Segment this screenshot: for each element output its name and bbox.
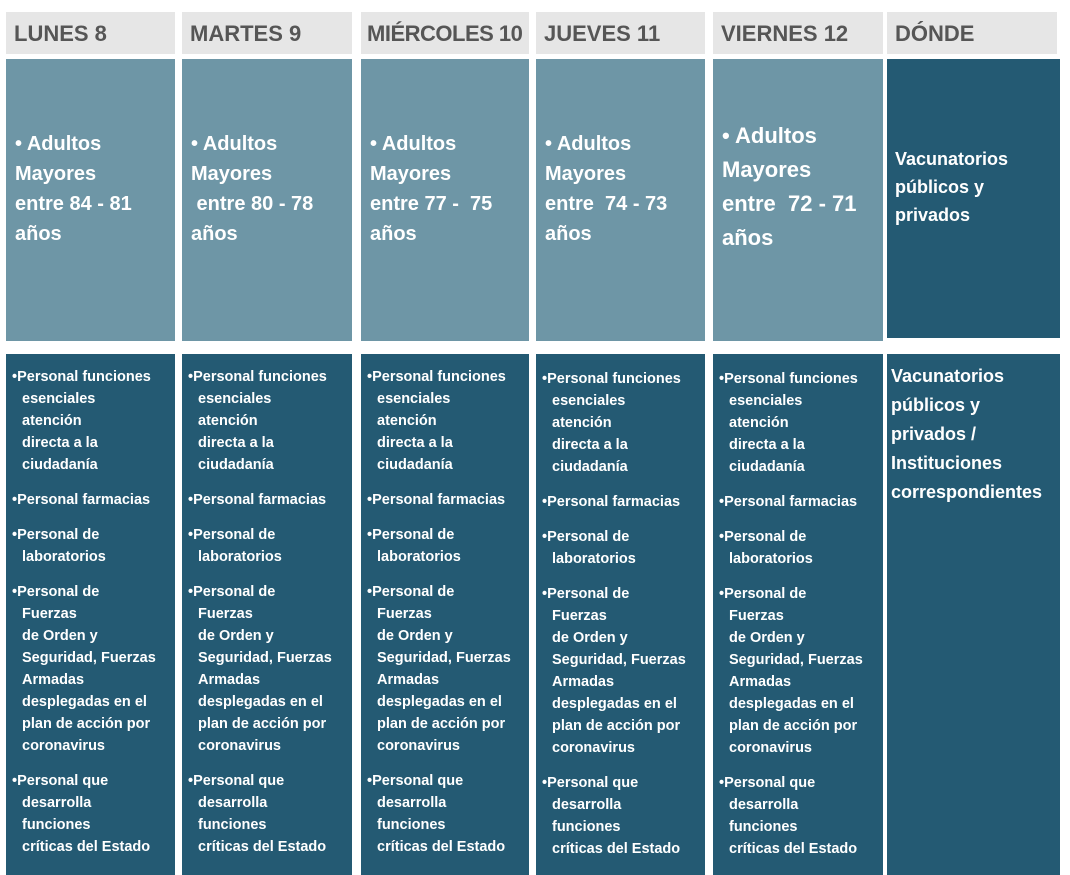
staff-list-miercoles (361, 354, 529, 875)
staff-item-line: • Personal farmacias (188, 489, 348, 511)
staff-item-line: • Personal farmacias (542, 491, 701, 513)
staff-item-line: • Personal de (719, 526, 879, 548)
staff-item (367, 366, 525, 476)
staff-list-viernes (713, 354, 883, 875)
staff-item-line: coronavirus (198, 738, 281, 754)
staff-item-line: plan de acción por (377, 716, 506, 732)
header-jueves: JUEVES 11 (536, 12, 705, 54)
staff-item-line: atención (377, 413, 437, 429)
age-line: Mayores (191, 163, 273, 185)
age-group-miercoles (361, 59, 529, 341)
staff-item (12, 770, 171, 858)
staff-item-line: esenciales (198, 391, 272, 407)
staff-item-line: esenciales (552, 393, 626, 409)
age-line: años (722, 225, 774, 250)
staff-item-line: • Personal de (542, 526, 701, 548)
staff-item-line: críticas del Estado (22, 839, 151, 855)
staff-item-line: ciudadanía (729, 459, 805, 475)
staff-item-line: Seguridad, Fuerzas (552, 652, 686, 668)
age-line: • Adultos (545, 133, 632, 155)
staff-item-line: coronavirus (22, 738, 105, 754)
where-line: privados (895, 205, 971, 225)
staff-item-line: desarrolla (552, 797, 622, 813)
staff-item-line: coronavirus (729, 740, 812, 756)
where-line: públicos y (891, 395, 981, 415)
staff-item (542, 491, 701, 513)
where-cell-row2 (887, 354, 1060, 875)
staff-item-line: • Personal que (12, 770, 171, 792)
staff-item-line: • Personal que (542, 772, 701, 794)
staff-item-line: ciudadanía (552, 459, 628, 475)
staff-item (542, 526, 701, 570)
header-donde: DÓNDE (887, 12, 1057, 54)
staff-item-line: • Personal de (719, 583, 879, 605)
staff-item-line: desplegadas en el (552, 696, 677, 712)
header-lunes: LUNES 8 (6, 12, 175, 54)
staff-item-line: atención (552, 415, 612, 431)
age-line: Mayores (722, 157, 812, 182)
staff-item-line: atención (22, 413, 82, 429)
staff-item-line: esenciales (377, 391, 451, 407)
staff-item (12, 366, 171, 476)
age-line: entre 72 - 71 (722, 191, 857, 216)
staff-item (542, 772, 701, 860)
staff-item (12, 524, 171, 568)
where-cell-row1 (887, 59, 1060, 338)
staff-item-line: desarrolla (377, 795, 447, 811)
age-group-jueves (536, 59, 705, 341)
staff-item-line: coronavirus (377, 738, 460, 754)
staff-item-line: Seguridad, Fuerzas (729, 652, 863, 668)
staff-item-line: ciudadanía (22, 457, 98, 473)
staff-item-line: • Personal que (367, 770, 525, 792)
staff-item-line: • Personal que (188, 770, 348, 792)
staff-list-martes (182, 354, 352, 875)
staff-item-line: Seguridad, Fuerzas (377, 650, 511, 666)
staff-item-line: esenciales (22, 391, 96, 407)
staff-item-line: desarrolla (22, 795, 92, 811)
staff-item (542, 368, 701, 478)
staff-item (719, 368, 879, 478)
age-line: Mayores (15, 163, 97, 185)
staff-item (719, 772, 879, 860)
staff-item-line: Armadas (729, 674, 792, 690)
age-group-lunes (6, 59, 175, 341)
staff-item-line: • Personal funciones (719, 368, 879, 390)
age-line: años (545, 223, 592, 245)
age-line: • Adultos (370, 133, 457, 155)
staff-item-line: de Orden y (729, 630, 805, 646)
staff-item (367, 489, 525, 511)
staff-item (188, 524, 348, 568)
staff-item-line: Armadas (552, 674, 615, 690)
staff-item-line: atención (198, 413, 258, 429)
staff-item (719, 583, 879, 759)
staff-item-line: laboratorios (377, 549, 461, 565)
staff-item-line: • Personal de (188, 581, 348, 603)
staff-item-line: desarrolla (198, 795, 268, 811)
staff-item-line: • Personal que (719, 772, 879, 794)
staff-item (719, 526, 879, 570)
age-line: entre 74 - 73 (545, 193, 668, 215)
staff-item-line: críticas del Estado (377, 839, 506, 855)
staff-item-line: funciones (729, 819, 798, 835)
staff-item-line: • Personal funciones (12, 366, 171, 388)
staff-item-line: coronavirus (552, 740, 635, 756)
age-line: entre 77 - 75 (370, 193, 493, 215)
staff-list-jueves (536, 354, 705, 875)
staff-item-line: • Personal funciones (188, 366, 348, 388)
age-line: años (15, 223, 62, 245)
age-line: • Adultos (15, 133, 102, 155)
where-line: privados / (891, 424, 977, 444)
staff-item-line: plan de acción por (729, 718, 858, 734)
staff-item (367, 524, 525, 568)
staff-item-line: Armadas (22, 672, 85, 688)
staff-item (188, 581, 348, 757)
staff-item-line: desarrolla (729, 797, 799, 813)
staff-item-line: • Personal farmacias (12, 489, 171, 511)
staff-item-line: críticas del Estado (729, 841, 858, 857)
staff-item-line: • Personal de (188, 524, 348, 546)
age-line: años (191, 223, 238, 245)
staff-item-line: funciones (377, 817, 446, 833)
staff-list-lunes (6, 354, 175, 875)
staff-item-line: desplegadas en el (22, 694, 147, 710)
staff-item-line: desplegadas en el (377, 694, 502, 710)
where-line: Instituciones (891, 453, 1003, 473)
staff-item-line: Fuerzas (22, 606, 77, 622)
staff-item-line: Armadas (198, 672, 261, 688)
staff-item-line: directa a la (377, 435, 453, 451)
staff-item-line: desplegadas en el (198, 694, 323, 710)
staff-item (367, 770, 525, 858)
staff-item-line: funciones (198, 817, 267, 833)
staff-item (12, 581, 171, 757)
staff-item (12, 489, 171, 511)
where-line: Vacunatorios (895, 149, 1009, 169)
staff-item (188, 366, 348, 476)
staff-item-line: de Orden y (198, 628, 274, 644)
staff-item-line: de Orden y (22, 628, 98, 644)
staff-item-line: • Personal farmacias (719, 491, 879, 513)
staff-item-line: • Personal de (12, 524, 171, 546)
staff-item (719, 491, 879, 513)
age-line: entre 84 - 81 (15, 193, 132, 215)
age-line: • Adultos (722, 123, 817, 148)
staff-item-line: • Personal de (12, 581, 171, 603)
staff-item-line: • Personal farmacias (367, 489, 525, 511)
staff-item-line: plan de acción por (552, 718, 681, 734)
age-line: Mayores (545, 163, 627, 185)
staff-item-line: plan de acción por (22, 716, 151, 732)
staff-item-line: Fuerzas (198, 606, 253, 622)
staff-item-line: • Personal funciones (542, 368, 701, 390)
staff-item (542, 583, 701, 759)
staff-item-line: • Personal de (367, 524, 525, 546)
age-line: entre 80 - 78 (191, 193, 314, 215)
age-line: Mayores (370, 163, 452, 185)
staff-item-line: Armadas (377, 672, 440, 688)
staff-item-line: directa a la (22, 435, 98, 451)
staff-item-line: laboratorios (22, 549, 106, 565)
staff-item-line: de Orden y (377, 628, 453, 644)
staff-item-line: Fuerzas (729, 608, 784, 624)
staff-item-line: ciudadanía (377, 457, 453, 473)
staff-item-line: laboratorios (729, 551, 813, 567)
staff-item-line: Seguridad, Fuerzas (22, 650, 156, 666)
staff-item-line: laboratorios (552, 551, 636, 567)
staff-item-line: directa a la (552, 437, 628, 453)
age-group-martes (182, 59, 352, 341)
staff-item-line: Seguridad, Fuerzas (198, 650, 332, 666)
staff-item (188, 489, 348, 511)
staff-item-line: críticas del Estado (552, 841, 681, 857)
staff-item-line: funciones (22, 817, 91, 833)
where-line: correspondientes (891, 482, 1043, 502)
header-martes: MARTES 9 (182, 12, 352, 54)
staff-item-line: Fuerzas (552, 608, 607, 624)
staff-item-line: directa a la (198, 435, 274, 451)
staff-item-line: plan de acción por (198, 716, 327, 732)
staff-item-line: esenciales (729, 393, 803, 409)
staff-item-line: críticas del Estado (198, 839, 327, 855)
staff-item-line: Fuerzas (377, 606, 432, 622)
staff-item-line: funciones (552, 819, 621, 835)
staff-item-line: • Personal de (542, 583, 701, 605)
age-group-viernes (713, 59, 883, 341)
staff-item (188, 770, 348, 858)
staff-item-line: atención (729, 415, 789, 431)
staff-item-line: desplegadas en el (729, 696, 854, 712)
staff-item-line: • Personal funciones (367, 366, 525, 388)
age-line: • Adultos (191, 133, 278, 155)
staff-item-line: directa a la (729, 437, 805, 453)
staff-item-line: laboratorios (198, 549, 282, 565)
staff-item (367, 581, 525, 757)
staff-item-line: ciudadanía (198, 457, 274, 473)
staff-item-line: • Personal de (367, 581, 525, 603)
age-line: años (370, 223, 417, 245)
header-miercoles: MIÉRCOLES 10 (361, 12, 529, 54)
where-line: públicos y (895, 177, 985, 197)
header-viernes: VIERNES 12 (713, 12, 883, 54)
staff-item-line: de Orden y (552, 630, 628, 646)
where-line: Vacunatorios (891, 366, 1005, 386)
